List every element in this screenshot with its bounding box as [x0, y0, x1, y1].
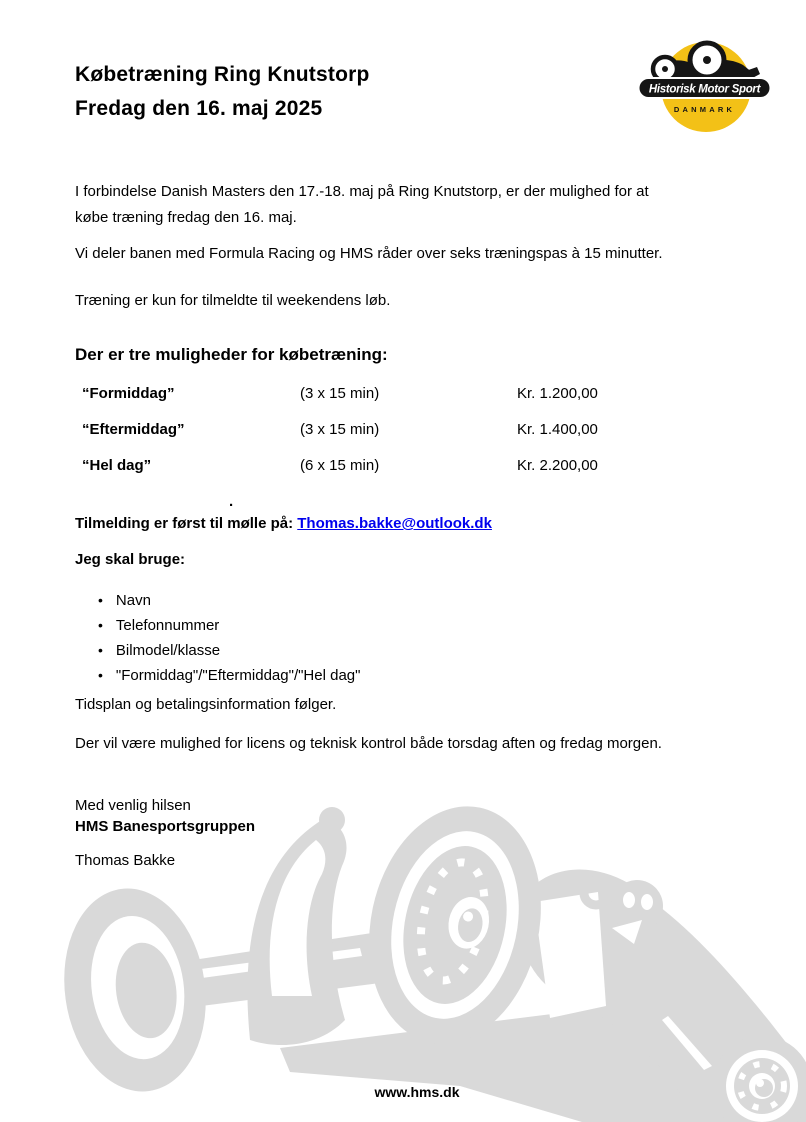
greeting: Med venlig hilsen: [75, 797, 191, 814]
option-price: Kr. 1.400,00: [517, 421, 598, 438]
bullet-icon: •: [98, 642, 103, 658]
requirement-item: [98, 613, 360, 638]
requirement-item: [98, 638, 360, 663]
intro-paragraph-1-line2: købe træning fredag den 16. maj.: [75, 209, 297, 226]
option-name: “Eftermiddag”: [82, 421, 185, 438]
schedule-note: Tidsplan og betalingsinformation følger.: [75, 696, 337, 713]
page-title-line1: Købetræning Ring Knutstorp: [75, 63, 370, 86]
option-name: “Formiddag”: [82, 385, 175, 402]
requirements-heading: Jeg skal bruge:: [75, 551, 186, 568]
bullet-icon: •: [98, 617, 103, 633]
bullet-icon: •: [98, 592, 103, 608]
logo-banner-text: Historisk Motor Sport: [648, 83, 761, 96]
requirement-text: "Formiddag"/"Eftermiddag"/"Hel dag": [115, 667, 361, 684]
option-sessions: (3 x 15 min): [300, 385, 380, 402]
page-title: [75, 58, 370, 126]
requirements-list: [98, 588, 360, 688]
price-table-row: [75, 385, 635, 421]
hms-club-logo: [637, 30, 772, 135]
signature-name: Thomas Bakke: [75, 852, 176, 869]
option-price: Kr. 1.200,00: [517, 385, 598, 402]
price-table: [75, 385, 635, 493]
logo-car-icon: [653, 43, 760, 82]
requirement-item: [98, 588, 360, 613]
option-name: “Hel dag”: [82, 457, 152, 474]
footer-website: www.hms.dk: [374, 1084, 460, 1100]
logo-banner: [639, 78, 771, 98]
requirement-text: Telefonnummer: [115, 617, 220, 634]
signup-label: Tilmelding er først til mølle på:: [75, 515, 294, 532]
signup-line: [75, 515, 492, 532]
options-heading: Der er tre muligheder for købetræning:: [75, 345, 388, 364]
intro-paragraph-1-line1: I forbindelse Danish Masters den 17.-18. maj på Ring Knutstorp, er der mulighed for at: [75, 183, 649, 200]
option-sessions: (3 x 15 min): [300, 421, 380, 438]
team-name: HMS Banesportsgruppen: [75, 818, 256, 835]
intro-paragraph-2: Vi deler banen med Formula Racing og HMS råder over seks træningspas à 15 minutter.: [75, 245, 663, 262]
price-table-row: [75, 457, 635, 493]
inspection-note: Der vil være mulighed for licens og teknisk kontrol både torsdag aften og fredag morgen.: [75, 735, 662, 752]
requirement-text: Bilmodel/klasse: [115, 642, 221, 659]
option-price: Kr. 2.200,00: [517, 457, 598, 474]
option-sessions: (6 x 15 min): [300, 457, 380, 474]
page-title-line2: Fredag den 16. maj 2025: [75, 97, 323, 120]
signature-block: [75, 795, 255, 837]
requirement-text: Navn: [115, 592, 151, 609]
intro-paragraph-1: [75, 179, 745, 231]
intro-paragraph-3: Træning er kun for tilmeldte til weekendens løb.: [75, 292, 391, 309]
stray-period: .: [229, 493, 234, 510]
email-link[interactable]: Thomas.bakke@outlook.dk: [297, 515, 492, 532]
logo-country-text: DANMARK: [673, 105, 736, 114]
bullet-icon: •: [98, 667, 103, 683]
requirement-item: [98, 663, 360, 688]
price-table-row: [75, 421, 635, 457]
